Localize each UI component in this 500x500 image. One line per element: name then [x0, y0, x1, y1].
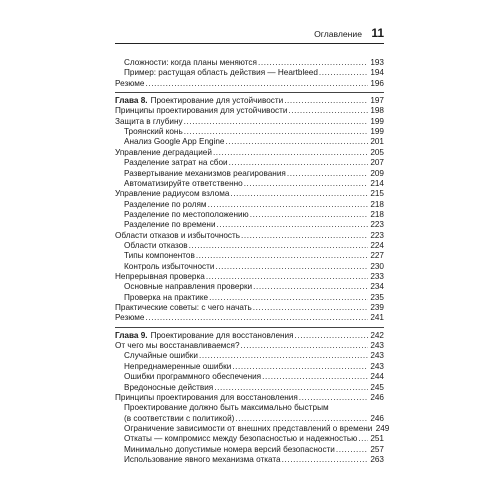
toc-entry-page: 218: [370, 209, 384, 219]
toc-entry-page: 199: [370, 116, 384, 126]
toc-chapter-entry[interactable]: [115, 331, 384, 341]
dot-leader: [319, 68, 368, 78]
chapter-divider: [115, 92, 384, 93]
toc-entry[interactable]: [115, 313, 384, 323]
dot-leader: [336, 445, 368, 455]
toc-entry-title: Проектирование должно быть максимально быстрым: [124, 403, 329, 413]
toc-entry[interactable]: [115, 383, 384, 393]
toc-entry-page: 193: [370, 58, 384, 67]
toc-entry-title: Защита в глубину: [115, 116, 183, 126]
toc-entry-page: 243: [370, 361, 384, 371]
toc-entry-title: Ошибки программного обеспечения: [124, 372, 262, 382]
toc-entry-page: 239: [370, 303, 384, 313]
toc-entry-page: 242: [370, 330, 384, 340]
toc-entry-page: 223: [370, 230, 384, 240]
dot-leader: [145, 313, 368, 323]
toc-entry-title: Проектирование для восстановления: [150, 330, 294, 340]
toc-entry-title: Области отказов и избыточность: [115, 230, 241, 240]
toc-entry-title: Типы компонентов: [124, 251, 195, 261]
toc-entry-page: 224: [370, 240, 384, 250]
toc-entry-title: Минимально допустимые номера версий безопасности: [124, 444, 335, 454]
toc-entry-page: 201: [370, 137, 384, 147]
dot-leader: [258, 58, 368, 68]
toc-entry-page: 227: [370, 251, 384, 261]
toc-entry-title: Ограничение зависимости от внешних представлений о времени: [124, 423, 373, 433]
toc-entry[interactable]: [115, 127, 384, 137]
toc-entry-title: (в соответствии с политикой): [124, 413, 235, 423]
dot-leader: [253, 303, 368, 313]
dot-leader: [184, 127, 368, 137]
toc-entry-page: 249: [375, 423, 390, 433]
toc-entry-title: Вредоносные действия: [124, 382, 214, 392]
chapter-divider: [115, 327, 384, 328]
toc-entry-page: 263: [370, 454, 384, 464]
toc-entry[interactable]: [115, 117, 384, 127]
toc-entry-title: Случайные ошибки: [124, 351, 198, 361]
dot-leader: [241, 231, 368, 241]
toc-entry-title: Разделение по ролям: [124, 199, 207, 209]
header-rule: [115, 43, 384, 44]
toc-entry-title: Практические советы: с чего начать: [115, 303, 252, 313]
toc-entry-page: 243: [370, 351, 384, 361]
toc-entry-title: Разделение по местоположению: [124, 209, 249, 219]
dot-leader: [287, 169, 368, 179]
toc-entry[interactable]: [115, 393, 384, 403]
toc-entry-page: 245: [370, 382, 384, 392]
dot-leader: [358, 434, 368, 444]
dot-leader: [214, 383, 368, 393]
dot-leader: [282, 455, 368, 465]
toc-entry-page: 223: [370, 220, 384, 230]
toc-entry[interactable]: [115, 351, 384, 361]
toc-entry-title: Использование явного механизма отката: [124, 454, 281, 464]
toc-entry-title: Основные направления проверки: [124, 282, 253, 292]
toc-entry-title: Области отказов: [124, 240, 188, 250]
toc-entry-page: 205: [370, 147, 384, 157]
dot-leader: [208, 200, 368, 210]
dot-leader: [145, 79, 368, 89]
toc-entry-page: 233: [370, 272, 384, 281]
toc-entry-title: Резюме: [115, 313, 145, 323]
toc-entry-title: Разделение затрат на сбои: [124, 158, 228, 168]
toc-entry-title: Резюме: [115, 78, 145, 88]
toc-entry[interactable]: [115, 179, 384, 189]
toc-entry-title: Проектирование для устойчивости: [150, 96, 284, 106]
chapter-label: Глава 9.: [115, 330, 148, 340]
toc-entry-title: Непреднамеренные ошибки: [124, 361, 232, 371]
dot-leader: [206, 272, 368, 282]
toc-entry-page: 251: [370, 434, 384, 444]
toc-entry-title: Троянский конь: [124, 127, 183, 137]
toc-entry[interactable]: [115, 137, 384, 147]
toc-entry-title: Управление радиусом взлома: [115, 189, 230, 199]
toc-entry[interactable]: [115, 272, 384, 282]
dot-leader: [262, 372, 368, 382]
toc-entry-page: 197: [370, 96, 384, 106]
toc-entry[interactable]: [115, 293, 384, 303]
toc-entry[interactable]: [115, 158, 384, 168]
toc-entry[interactable]: [115, 148, 384, 158]
toc-entry-title: Сложности: когда планы меняются: [124, 58, 257, 67]
toc-entry[interactable]: [115, 68, 384, 78]
toc-entry[interactable]: [115, 262, 384, 272]
toc-entry-title: Проверка на практике: [124, 292, 209, 302]
toc-entry[interactable]: [115, 106, 384, 116]
toc-entry-page: 243: [370, 341, 384, 351]
dot-leader: [215, 262, 368, 272]
toc-entry-title: От чего мы восстанавливаемся?: [115, 341, 240, 351]
toc-entry-page: 198: [370, 106, 384, 116]
toc-entry-page: 246: [370, 413, 384, 423]
toc-entry-title: Анализ Google App Engine: [124, 137, 225, 147]
dot-leader: [217, 220, 368, 230]
toc-entry-page: 215: [370, 189, 384, 199]
dot-leader: [189, 241, 368, 251]
toc-entry[interactable]: [115, 303, 384, 313]
toc-entry-title: Разделение по времени: [124, 220, 216, 230]
dot-leader: [209, 293, 368, 303]
dot-leader: [241, 341, 368, 351]
dot-leader: [184, 117, 368, 127]
toc-entry[interactable]: [115, 189, 384, 199]
toc-entry-page: 244: [370, 372, 384, 382]
dot-leader: [244, 179, 368, 189]
toc-entry[interactable]: [115, 79, 384, 89]
toc-entry[interactable]: [115, 282, 384, 292]
toc-entry-title: Автоматизируйте ответственно: [124, 178, 243, 188]
toc-entry[interactable]: [115, 372, 384, 382]
toc-entry[interactable]: [115, 445, 384, 455]
toc-entry[interactable]: [115, 210, 384, 220]
toc-entry[interactable]: [115, 414, 384, 424]
dot-leader: [288, 106, 368, 116]
dot-leader: [284, 96, 368, 106]
toc-entry-title: Развертывание механизмов реагирования: [124, 168, 286, 178]
running-header: [115, 27, 384, 41]
dot-leader: [299, 393, 368, 403]
toc-entry-page: 214: [370, 178, 384, 188]
toc-entry[interactable]: [115, 455, 384, 465]
dot-leader: [250, 210, 368, 220]
dot-leader: [235, 414, 368, 424]
toc-entry[interactable]: [115, 251, 384, 261]
toc-entry-page: 230: [370, 261, 384, 271]
toc-entry-page: 194: [370, 68, 384, 78]
toc-entry[interactable]: [115, 58, 384, 68]
dot-leader: [229, 158, 368, 168]
toc-entry[interactable]: [115, 362, 384, 372]
dot-leader: [225, 137, 368, 147]
toc-entry-title: Непрерывная проверка: [115, 272, 205, 281]
toc-entry[interactable]: [115, 231, 384, 241]
toc-entry-title: Принципы проектирования для устойчивости: [115, 106, 288, 116]
toc-chapter-entry[interactable]: [115, 96, 384, 106]
toc-entry[interactable]: [115, 200, 384, 210]
toc-entry-title: Откаты — компромисс между безопасностью и надежностью: [124, 434, 358, 444]
toc-entry-title: Контроль избыточности: [124, 261, 215, 271]
toc-entry[interactable]: [115, 423, 390, 434]
toc-entry-page: 246: [370, 392, 384, 402]
toc-entry[interactable]: [115, 241, 384, 251]
toc-entry-line: [115, 403, 384, 413]
dot-leader: [230, 189, 368, 199]
dot-leader: [295, 331, 368, 341]
toc-entry-title: Принципы проектирования для восстановления: [115, 392, 298, 402]
toc-entry-page: 196: [370, 78, 384, 88]
toc-entry-page: 218: [370, 199, 384, 209]
dot-leader: [213, 148, 368, 158]
toc-entry-title: Пример: растущая область действия — Heartbleed: [124, 68, 318, 78]
chapter-label: Глава 8.: [115, 96, 148, 106]
toc-entry-title: Управление деградацией: [115, 147, 212, 157]
page-number: 11: [371, 26, 384, 40]
dot-leader: [196, 251, 368, 261]
dot-leader: [199, 351, 368, 361]
header-section-title: Оглавление: [314, 29, 362, 39]
toc-entry-page: 207: [370, 158, 384, 168]
toc-entry[interactable]: [115, 341, 384, 351]
toc-entry[interactable]: [115, 220, 384, 230]
toc-entry-page: 209: [370, 168, 384, 178]
toc-entry-page: 235: [370, 292, 384, 302]
toc-entry[interactable]: [115, 434, 384, 444]
toc-entry-page: 199: [370, 127, 384, 137]
toc-entry-page: 234: [370, 282, 384, 292]
dot-leader: [253, 282, 368, 292]
dot-leader: [232, 362, 368, 372]
toc-entry[interactable]: [115, 169, 384, 179]
toc-entry-page: 257: [370, 444, 384, 454]
toc-entry-page: 241: [370, 313, 384, 323]
